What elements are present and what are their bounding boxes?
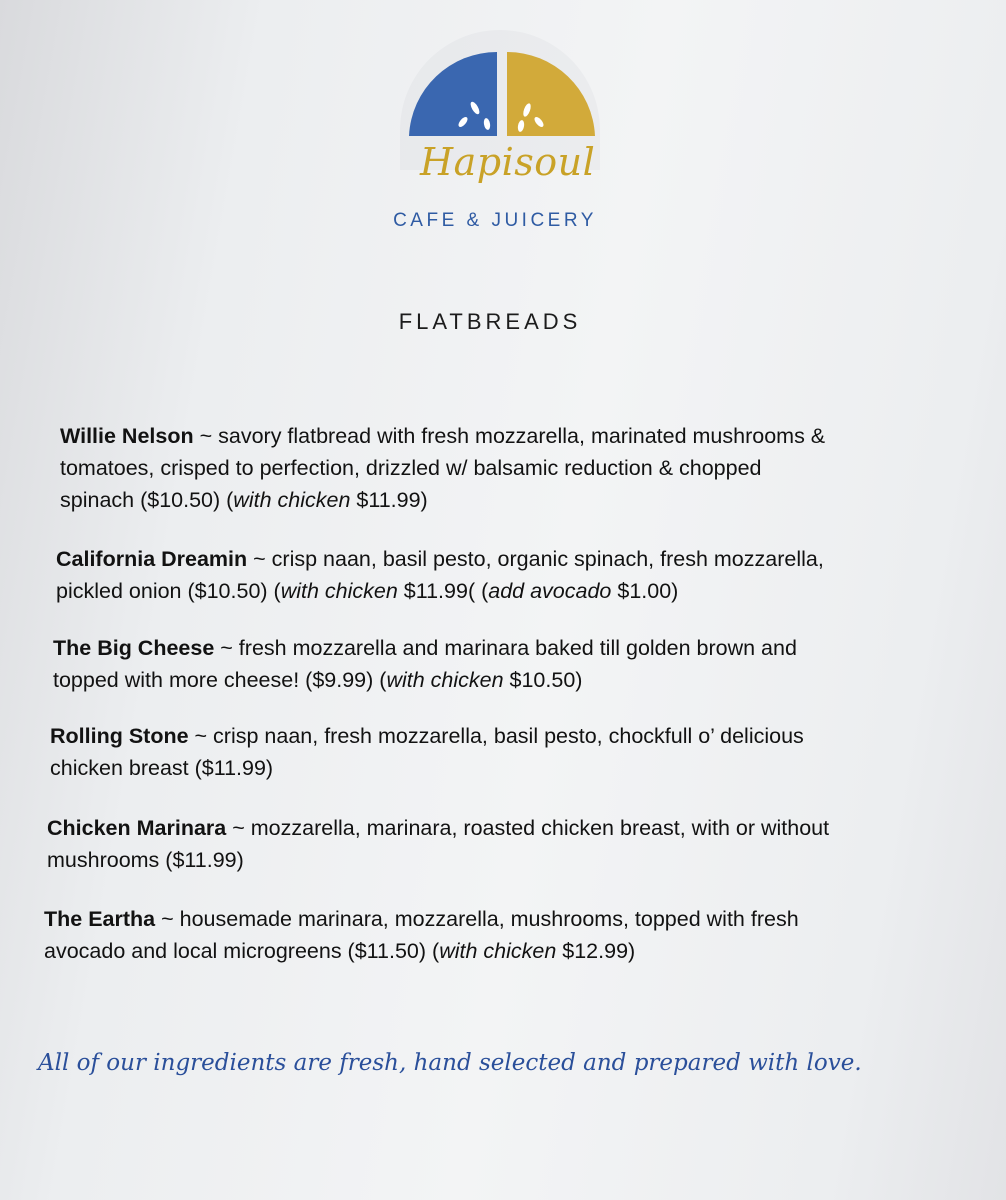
brand-name: Hapisoul <box>420 140 596 184</box>
item-price: $11.99) <box>350 488 428 512</box>
item-price: $11.99( ( <box>397 579 489 603</box>
brand-subtitle: CAFE & JUICERY <box>393 210 597 231</box>
item-description: ~ crisp naan, fresh mozzarella, basil pesto, chockfull o’ delicious <box>194 724 804 748</box>
item-price: spinach ($10.50) ( <box>60 488 234 512</box>
item-name: Chicken Marinara <box>47 816 227 840</box>
item-price: $10.50) <box>503 668 583 692</box>
item-name: Rolling Stone <box>50 724 189 748</box>
menu-item <box>50 720 804 784</box>
menu-item <box>53 632 797 696</box>
menu-item <box>60 420 825 516</box>
item-name: California Dreamin <box>56 547 248 571</box>
item-description: ~ savory flatbread with fresh mozzarella, marinated mushrooms & <box>199 424 826 448</box>
citrus-logo-icon <box>405 48 599 138</box>
menu-item <box>56 543 824 607</box>
footer-note: All of our ingredients are fresh, hand selected and prepared with love. <box>38 1050 862 1076</box>
item-description: ~ fresh mozzarella and marinara baked till golden brown and <box>220 636 797 660</box>
item-option: add avocado <box>488 579 612 603</box>
item-price: pickled onion ($10.50) ( <box>56 579 281 603</box>
item-price: avocado and local microgreens ($11.50) ( <box>44 939 440 963</box>
item-description: tomatoes, crisped to perfection, drizzled w/ balsamic reduction & chopped <box>60 456 762 480</box>
menu-item <box>47 812 829 876</box>
item-name: Willie Nelson <box>60 424 194 448</box>
menu-item <box>44 903 799 967</box>
item-description: chicken breast ($11.99) <box>50 756 274 780</box>
item-description: ~ crisp naan, basil pesto, organic spinach, fresh mozzarella, <box>253 547 824 571</box>
item-option: with chicken <box>439 939 557 963</box>
item-description: ~ housemade marinara, mozzarella, mushrooms, topped with fresh <box>161 907 799 931</box>
item-name: The Eartha <box>44 907 156 931</box>
item-description: ~ mozzarella, marinara, roasted chicken breast, with or without <box>232 816 830 840</box>
item-price: $12.99) <box>556 939 636 963</box>
item-name: The Big Cheese <box>53 636 215 660</box>
item-price: $1.00) <box>611 579 679 603</box>
item-price: topped with more cheese! ($9.99) ( <box>53 668 387 692</box>
item-option: with chicken <box>280 579 398 603</box>
item-option: with chicken <box>233 488 351 512</box>
section-title: FLATBREADS <box>398 309 582 334</box>
item-description: mushrooms ($11.99) <box>47 848 244 872</box>
item-option: with chicken <box>386 668 504 692</box>
